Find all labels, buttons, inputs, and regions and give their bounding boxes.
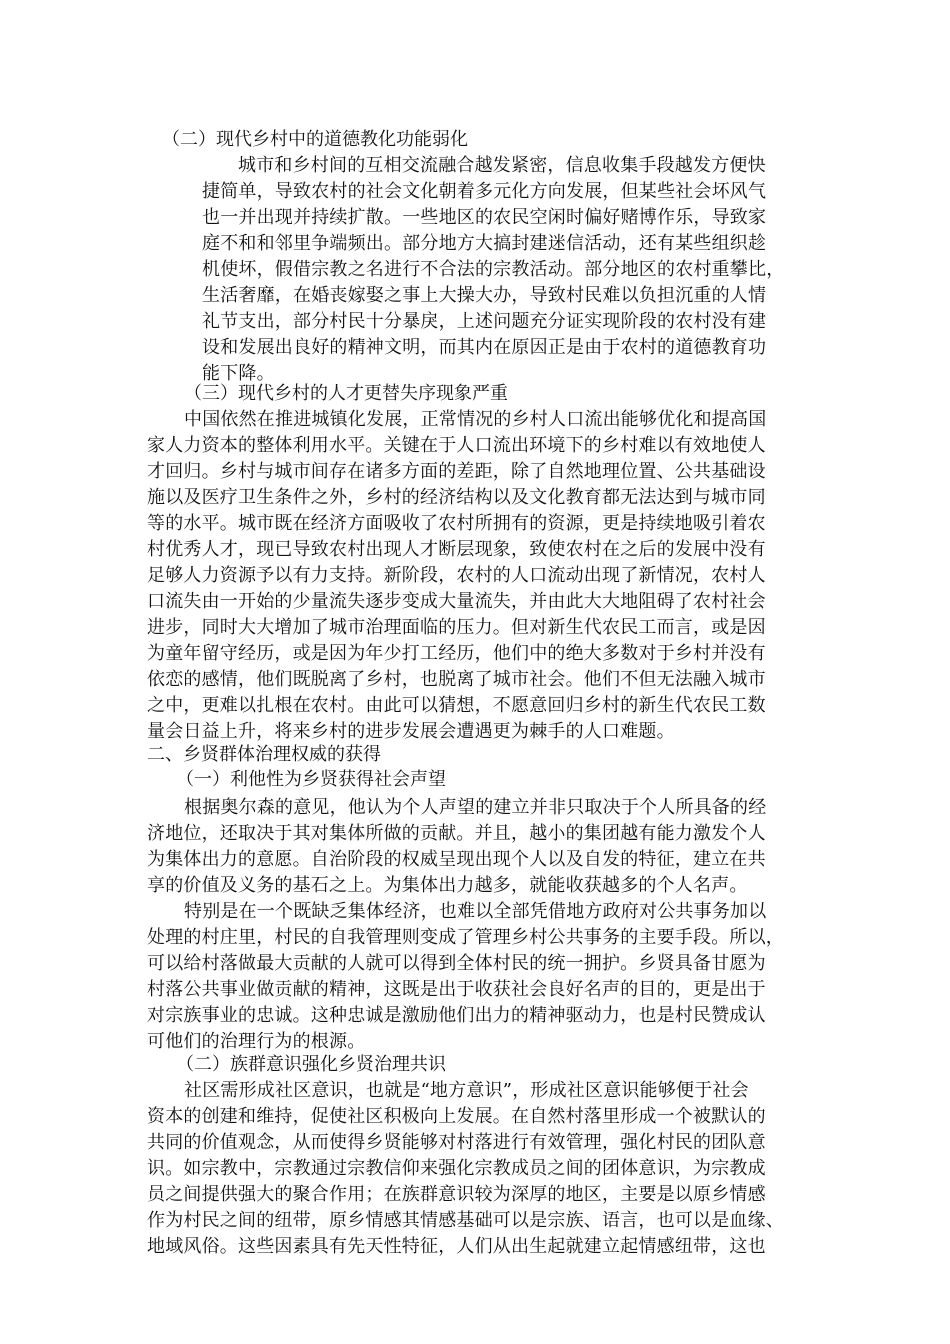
text-line: 员之间提供强大的聚合作用；在族群意识较为深厚的地区，主要是以原乡情感 — [147, 1184, 766, 1205]
text-line: 足够人力资源予以有力支持。新阶段，农村的人口流动出现了新情况，农村人 — [147, 565, 766, 586]
text-line: 量会日益上升，将来乡村的进步发展会遭遇更为棘手的人口难题。 — [147, 721, 675, 742]
text-line: 特别是在一个既缺乏集体经济，也难以全部凭借地方政府对公共事务加以 — [184, 901, 767, 922]
section-heading: （二）现代乡村中的道德教化功能弱化 — [162, 129, 468, 150]
text-line: 识。如宗教中，宗教通过宗教信仰来强化宗教成员之间的团体意识，为宗教成 — [147, 1158, 766, 1179]
text-line: 地域风俗。这些因素具有先天性特征，人们从出生起就建立起情感纽带，这也 — [147, 1236, 766, 1257]
text-line: 能下降。 — [202, 363, 275, 384]
text-line: 中国依然在推进城镇化发展，正常情况的乡村人口流出能够优化和提高国 — [184, 409, 767, 430]
text-line: 济地位，还取决于其对集体所做的贡献。并且，越小的集团越有能力激发个人 — [147, 823, 766, 844]
text-line: 可他们的治理行为的根源。 — [147, 1031, 366, 1052]
text-line: 依恋的感情，他们既脱离了乡村，也脱离了城市社会。他们不但无法融入城市 — [147, 669, 766, 690]
text-line: 家人力资本的整体利用水平。关键在于人口流出环境下的乡村难以有效地使人 — [147, 435, 766, 456]
text-line: 享的价值及义务的基石之上。为集体出力越多，就能收获越多的个人名声。 — [147, 875, 748, 896]
text-line: 共同的价值观念，从而使得乡贤能够对村落进行有效管理，强化村民的团队意 — [147, 1132, 766, 1153]
text-line: 礼节支出，部分村民十分暴戾，上述问题充分证实现阶段的农村没有建 — [202, 311, 767, 332]
section-heading: （三）现代乡村的人才更替失序现象严重 — [184, 383, 508, 404]
text-line: 村落公共事业做贡献的精神，这既是出于收获社会良好名声的目的，更是出于 — [147, 979, 766, 1000]
text-line: 机使坏，假借宗教之名进行不合法的宗教活动。部分地区的农村重攀比， — [202, 259, 785, 280]
text-line: 社区需形成社区意识，也就是“地方意识”，形成社区意识能够便于社会 — [184, 1080, 749, 1101]
text-line: 为集体出力的意愿。自治阶段的权威呈现出现个人以及自发的特征，建立在共 — [147, 849, 766, 870]
text-line: 之中，更难以扎根在农村。由此可以猜想，不愿意回归乡村的新生代农民工数 — [147, 695, 766, 716]
text-line: 庭不和和邻里争端频出。部分地方大搞封建迷信活动，还有某些组织趁 — [202, 233, 767, 254]
text-line: 设和发展出良好的精神文明，而其内在原因正是由于农村的道德教育功 — [202, 337, 767, 358]
text-line: 施以及医疗卫生条件之外，乡村的经济结构以及文化教育都无法达到与城市同 — [147, 487, 766, 508]
text-line: 捷简单，导致农村的社会文化朝着多元化方向发展，但某些社会坏风气 — [202, 181, 767, 202]
section-heading: （一）利他性为乡贤获得社会声望 — [176, 769, 446, 790]
text-line: 等的水平。城市既在经济方面吸收了农村所拥有的资源，更是持续地吸引着农 — [147, 513, 766, 534]
text-line: 可以给村落做最大贡献的人就可以得到全体村民的统一拥护。乡贤具备甘愿为 — [147, 953, 766, 974]
text-line: 根据奥尔森的意见，他认为个人声望的建立并非只取决于个人所具备的经 — [184, 797, 767, 818]
text-line: 作为村民之间的纽带，原乡情感其情感基础可以是宗族、语言，也可以是血缘、 — [147, 1210, 784, 1231]
text-line: 为童年留守经历，或是因为年少打工经历，他们中的绝大多数对于乡村并没有 — [147, 643, 766, 664]
text-line: 资本的创建和维持，促使社区积极向上发展。在自然村落里形成一个被默认的 — [147, 1106, 766, 1127]
text-line: 进步，同时大大增加了城市治理面临的压力。但对新生代农民工而言，或是因 — [147, 617, 766, 638]
text-line: 城市和乡村间的互相交流融合越发紧密，信息收集手段越发方便快 — [238, 155, 766, 176]
text-line: 对宗族事业的忠诚。这种忠诚是激励他们出力的精神驱动力，也是村民赞成认 — [147, 1005, 766, 1026]
text-line: 才回归。乡村与城市间存在诸多方面的差距，除了自然地理位置、公共基础设 — [147, 461, 766, 482]
text-line: 口流失由一开始的少量流失逐步变成大量流失，并由此大大地阻碍了农村社会 — [147, 591, 766, 612]
text-line: 处理的村庄里，村民的自我管理则变成了管理乡村公共事务的主要手段。所以， — [147, 927, 784, 948]
text-line: 也一并出现并持续扩散。一些地区的农民空闲时偏好赌博作乐，导致家 — [202, 207, 767, 228]
section-heading: （二）族群意识强化乡贤治理共识 — [176, 1054, 446, 1075]
text-line: 生活奢靡，在婚丧嫁娶之事上大操大办，导致村民难以负担沉重的人情 — [202, 285, 767, 306]
part-heading: 二、乡贤群体治理权威的获得 — [147, 744, 381, 765]
text-line: 村优秀人才，现已导致农村出现人才断层现象，致使农村在之后的发展中没有 — [147, 539, 766, 560]
